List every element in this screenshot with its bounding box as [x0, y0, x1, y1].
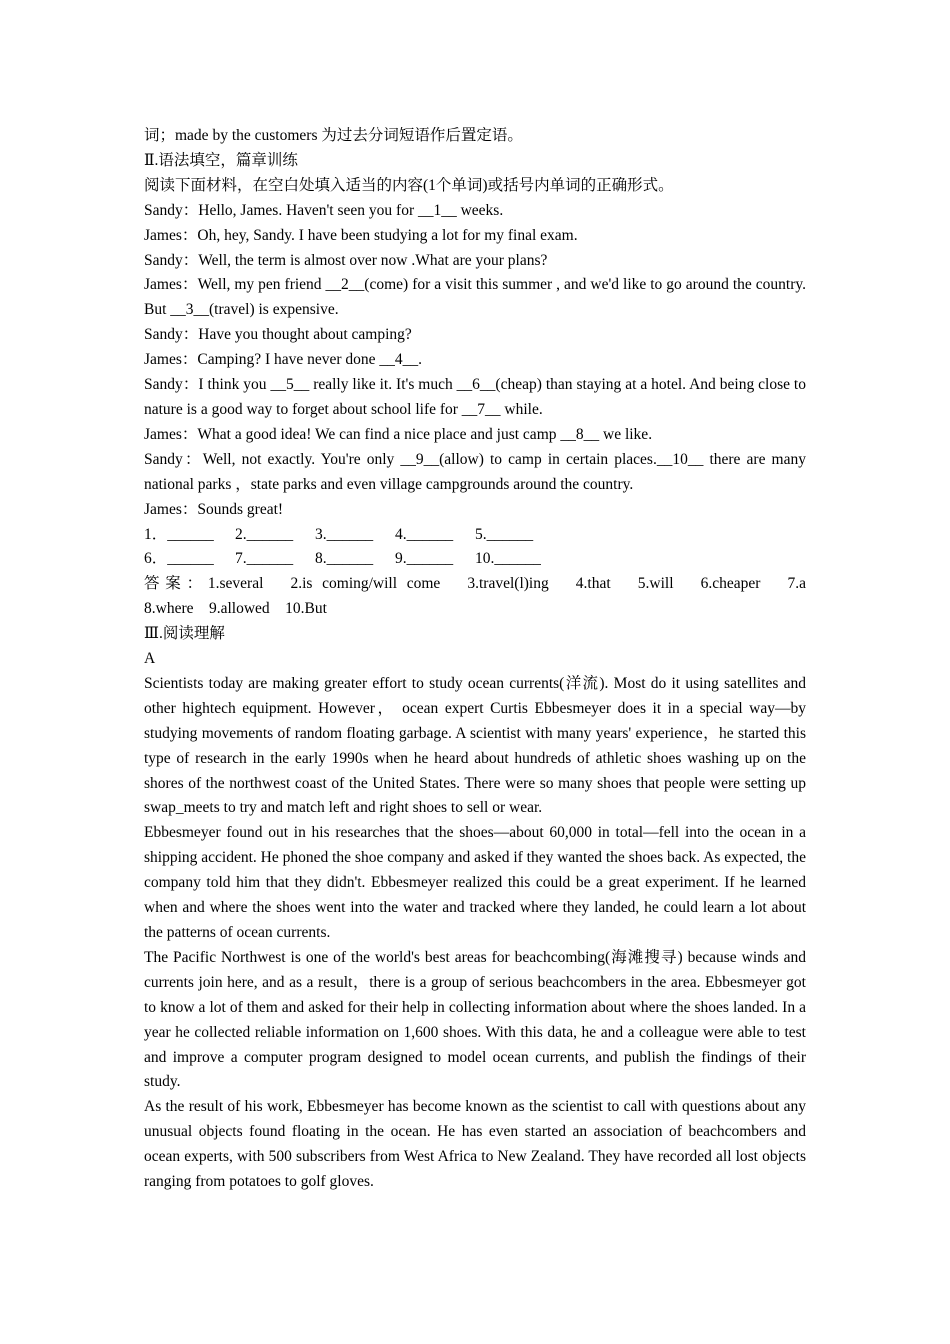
- passage-paragraph-2: Ebbesmeyer found out in his researches that the shoes—about 60,000 in total—fell into the ocean in a shipping accident. He phoned the shoe company and asked if they wanted the shoes back. As expected, the company told him that they didn't. Ebbesmeyer realized this could be a great experiment. If he learned when and where the shoes went into the water and tracked where they landed, he could learn a lot about the patterns of ocean currents.: [144, 824, 806, 941]
- blank-1: 1．______: [144, 525, 214, 543]
- section3-heading: Ⅲ.阅读理解: [144, 625, 225, 643]
- passage-paragraph-1: Scientists today are making greater effort to study ocean currents(洋流). Most do it using satellites and other hightech equipment. However， ocean expert Curtis Ebbesmeyer does it in a special way—by studying movements of random floating garbage. A scientist with many years' experience，he started this type of research in the early 1990s when he heard about hundreds of athletic shoes washing up on the shores of the northwest coast of the United States. There were so many shoes that people were setting up swap_meets to try and match left and right shoes to sell or wear.: [144, 674, 806, 817]
- blanks-row-2: [144, 547, 806, 572]
- dialogue-line-4: James：Well, my pen friend __2__(come) for a visit this summer , and we'd like to go around the country. But __3__(travel) is expensive.: [144, 276, 806, 319]
- dialogue-line-3: Sandy：Well, the term is almost over now .What are your plans?: [144, 251, 548, 269]
- blank-8: 8.______: [315, 550, 374, 568]
- blank-5: 5.______: [475, 525, 534, 543]
- answer-line-2: 8.where 9.allowed 10.But: [144, 600, 327, 618]
- blank-6: 6．______: [144, 550, 214, 568]
- blank-9: 9.______: [395, 550, 454, 568]
- dialogue-line-2: James：Oh, hey, Sandy. I have been studying a lot for my final exam.: [144, 226, 578, 244]
- section2-instruction: 阅读下面材料，在空白处填入适当的内容(1个单词)或括号内单词的正确形式。: [144, 176, 674, 194]
- answer-line-1: 答案：1.several 2.is coming/will come 3.travel(l)ing 4.that 5.will 6.cheaper 7.a: [144, 575, 806, 593]
- blank-7: 7.______: [235, 550, 294, 568]
- document-page: [144, 124, 806, 1195]
- dialogue-line-8: James：What a good idea! We can find a nice place and just camp __8__ we like.: [144, 425, 653, 443]
- dialogue-line-9: Sandy：Well, not exactly. You're only __9__(allow) to camp in certain places.__10__ there are many national parks ，state parks and even village campgrounds around the country.: [144, 450, 806, 493]
- dialogue-line-7: Sandy：I think you __5__ really like it. It's much __6__(cheap) than staying at a hotel. And being close to nature is a good way to forget about school life for __7__ while.: [144, 376, 806, 418]
- dialogue-line-5: Sandy：Have you thought about camping?: [144, 326, 412, 344]
- intro-line: 词；made by the customers 为过去分词短语作后置定语。: [144, 127, 523, 144]
- dialogue-line-1: Sandy：Hello, James. Haven't seen you for __1__ weeks.: [144, 201, 504, 219]
- blank-4: 4.______: [395, 525, 454, 543]
- section2-heading: Ⅱ.语法填空，篇章训练: [144, 151, 298, 169]
- dialogue-line-6: James：Camping? I have never done __4__.: [144, 351, 423, 369]
- passage-paragraph-4: As the result of his work, Ebbesmeyer has become known as the scientist to call with questions about any unusual objects found floating in the ocean. He has even started an association of beachcombers and ocean experts, with 500 subscribers from West Africa to New Zealand. They have recorded all lost objects ranging from potatoes to golf gloves.: [144, 1098, 806, 1191]
- blank-10: 10.______: [475, 550, 541, 568]
- passage-paragraph-3: The Pacific Northwest is one of the world's best areas for beachcombing(海滩搜寻) because winds and currents join here, and as a result，there is a group of serious beachcombers in the area. Ebbesmeyer got to know a lot of them and asked for their help in collecting information about where the shoes landed. In a year he collected reliable information on 1,600 shoes. With this data, he and a colleague were able to test and improve a computer program designed to model ocean currents, and publish the findings of their study.: [144, 948, 806, 1091]
- blanks-row-1: [144, 523, 806, 548]
- blank-2: 2.______: [235, 525, 294, 543]
- passage-label: A: [144, 650, 156, 668]
- dialogue-line-10: James：Sounds great!: [144, 500, 284, 518]
- blank-3: 3.______: [315, 525, 374, 543]
